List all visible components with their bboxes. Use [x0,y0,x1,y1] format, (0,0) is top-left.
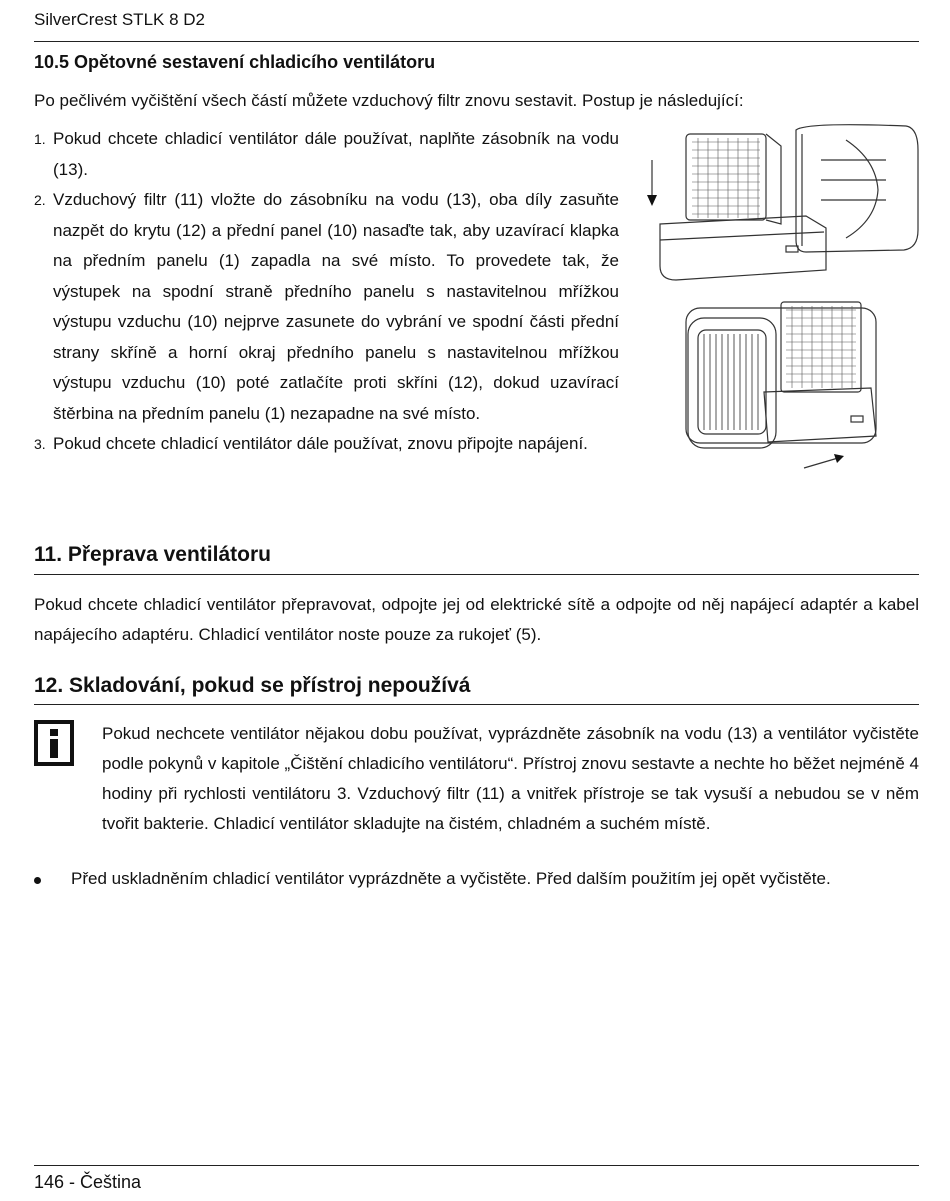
header-rule [34,41,919,42]
footer-rule [34,1165,919,1166]
section-12-bullet [34,866,919,892]
section-11-text: Pokud chcete chladicí ventilátor přepravovat, odpojte jej od elektrické sítě a odpojte od něj napájecí adaptér a kabel napájecího adaptéru. Chladicí ventilátor noste pouze za rukojeť (5). [34,595,919,644]
step-number: 3. [34,436,46,452]
step-item [34,124,619,185]
section-10-5-intro: Po pečlivém vyčištění všech částí můžete vzduchový filtr znovu sestavit. Postup je následující: [34,91,744,110]
step-number: 2. [34,192,46,208]
filter-bottom [781,302,861,392]
section-11-rule [34,574,919,575]
page [34,0,919,1201]
step-item [34,185,619,429]
step-number: 1. [34,131,46,147]
bullet-text: Před uskladněním chladicí ventilátor vyprázdněte a vyčistěte. Před dalším použitím jej opět vyčistěte. [71,869,831,888]
bullet-dot [34,877,41,884]
front-panel [688,318,776,448]
step-text: Pokud chcete chladicí ventilátor dále používat, naplňte zásobník na vodu (13). [53,129,619,179]
step-text: Pokud chcete chladicí ventilátor dále používat, znovu připojte napájení. [53,434,588,453]
info-icon [34,720,74,766]
assembly-steps [34,124,619,460]
section-12-rule [34,704,919,705]
water-tank-top [660,216,826,280]
section-12-heading: 12. Skladování, pokud se přístroj nepoužívá [34,674,471,697]
step-text: Vzduchový filtr (11) vložte do zásobníku na vodu (13), oba díly zasuňte nazpět do krytu (12) a přední panel (10) nasaďte tak, aby uzavírací klapka na předním panelu (1) zapadla na své místo. To provedete tak, že výstupek na spodní straně předního panelu s nastavitelnou mřížkou výstupu vzduchu (10) nejprve zasunete do vybrání ve spodní části přední strany skříně a horní okraj předního panelu s nastavitelnou mřížkou výstupu vzduchu (10) poté zatlačíte proti skříni (12), dokud uzavírací štěrbina na předním panelu (1) nezapadne na své místo. [53,190,619,423]
right-arrow-icon [804,458,838,468]
footer-page-number: 146 - Čeština [34,1172,142,1192]
step-item [34,429,619,460]
section-11-heading: 11. Přeprava ventilátoru [34,543,271,566]
section-10-5-heading: 10.5 Opětovné sestavení chladicího ventilátoru [34,52,436,72]
header-title: SilverCrest STLK 8 D2 [34,10,205,29]
section-12-info-text: Pokud nechcete ventilátor nějakou dobu používat, vyprázdněte zásobník na vodu (13) a ventilátor vyčistěte podle pokynů v kapitole „Čištění chladicího ventilátoru“. Přístroj znovu sestavte a nechte ho běžet nejméně 4 hodiny při rychlosti ventilátoru 3. Vzduchový filtr (11) a vnitřek přístroje se tak vysuší a nebudou se v něm tvořit bakterie. Chladicí ventilátor skladujte na čistém, chladném a suchém místě. [102,724,919,833]
assembly-illustration [646,120,924,480]
